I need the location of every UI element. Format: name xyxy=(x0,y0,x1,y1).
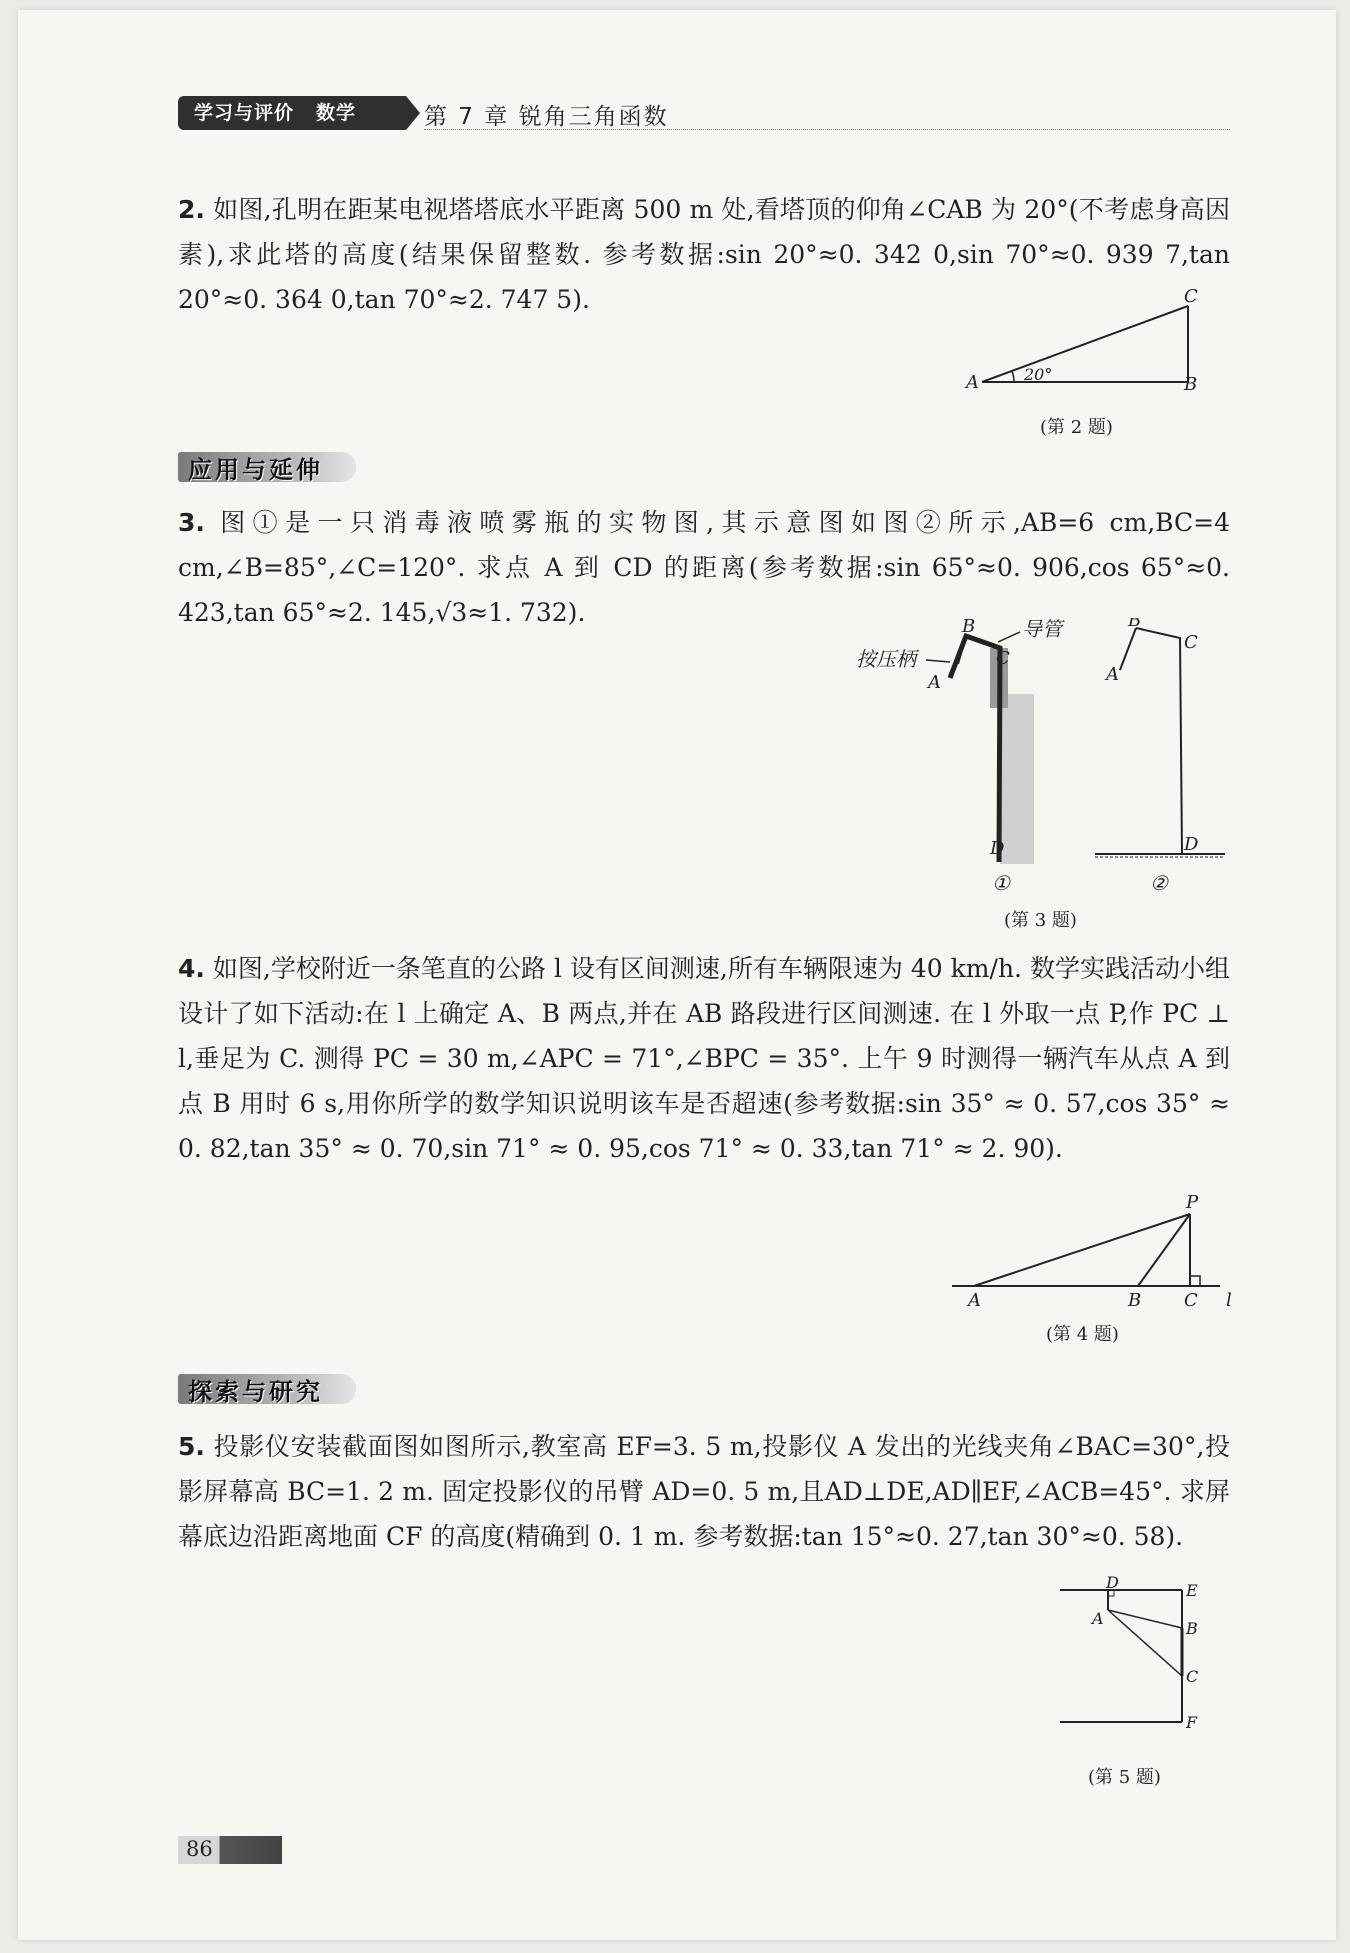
figure-problem-4 xyxy=(950,1190,1240,1314)
schematic-label-D: D xyxy=(1184,834,1199,855)
label-F: F xyxy=(1186,1713,1198,1732)
photo-label-B: B xyxy=(962,618,976,637)
label-B: B xyxy=(1184,374,1198,395)
photo-label-A: A xyxy=(928,672,941,693)
schematic-label-B: B xyxy=(1128,618,1142,631)
figure-caption-5: (第 5 题) xyxy=(1088,1767,1161,1788)
figure-caption-3: (第 3 题) xyxy=(1004,910,1077,931)
page-number-tab xyxy=(178,1836,282,1864)
header-book-badge xyxy=(178,96,406,130)
label-B: B xyxy=(1186,1619,1198,1638)
header-book-title: 学习与评价 xyxy=(194,102,295,124)
page-number: 86 xyxy=(186,1837,213,1861)
label-D: D xyxy=(1106,1576,1119,1592)
label-A: A xyxy=(966,372,979,393)
schematic-label-C: C xyxy=(1184,632,1198,653)
sub-figure-2-label: ② xyxy=(1150,871,1168,895)
section-title: 探索与研究 xyxy=(188,1378,323,1406)
problem-3 xyxy=(178,500,1230,635)
bottle-photo xyxy=(1000,694,1034,864)
photo-label-C: C xyxy=(996,648,1010,669)
angle-label: 20° xyxy=(1024,365,1053,384)
header-arrow-decoration xyxy=(406,96,420,130)
section-heading-apply xyxy=(178,452,356,482)
label-P: P xyxy=(1186,1192,1199,1213)
page-header xyxy=(178,96,1230,130)
problem-number: 2. xyxy=(178,195,205,224)
figure-caption-4: (第 4 题) xyxy=(1046,1324,1119,1345)
section-heading-explore xyxy=(178,1374,356,1404)
header-chapter-title: 第 7 章 锐角三角函数 xyxy=(424,104,669,130)
label-C: C xyxy=(1186,1667,1199,1686)
problem-5 xyxy=(178,1424,1230,1559)
problem-text: 图①是一只消毒液喷雾瓶的实物图,其示意图如图②所示,AB=6 cm,BC=4 cm,∠B=85°,∠C=120°. 求点 A 到 CD 的距离(参考数据:sin 65°≈0. 906,cos 65°≈0. 423,tan 65°≈2. 145,√3≈1. 732). xyxy=(178,508,1230,627)
sub-figure-1-label: ① xyxy=(992,871,1010,895)
photo-label-D: D xyxy=(990,838,1005,859)
problem-4 xyxy=(178,946,1230,1171)
label-C: C xyxy=(1184,286,1198,307)
header-divider xyxy=(424,129,1230,130)
problem-number: 5. xyxy=(178,1432,205,1461)
figure-caption-2: (第 2 题) xyxy=(1040,417,1113,438)
label-A: A xyxy=(968,1290,981,1310)
problem-text: 如图,学校附近一条笔直的公路 l 设有区间测速,所有车辆限速为 40 km/h. 数学实践活动小组设计了如下活动:在 l 上确定 A、B 两点,并在 AB 路段进行区间测速. 在 l 外取一点 P,作 PC ⊥ l,垂足为 C. 测得 PC = 30 m,∠APC = 71°,∠BPC = 35°. 上午 9 时测得一辆汽车从点 A 到点 B 用时 6 s,用你所学的数学知识说明该车是否超速(参考数据:sin 35° ≈ 0. 57,cos 35° ≈ 0. 82,tan 35° ≈ 0. 70,sin 71° ≈ 0. 95,cos 71° ≈ 0. 33,tan 71° ≈ 2. 90). xyxy=(178,954,1230,1163)
problem-number: 3. xyxy=(178,508,205,537)
problem-text: 如图,孔明在距某电视塔塔底水平距离 500 m 处,看塔顶的仰角∠CAB 为 20°(不考虑身高因素),求此塔的高度(结果保留整数. 参考数据:sin 20°≈0. 342 0,sin 70°≈0. 939 7,tan 20°≈0. 364 0,tan 70°≈2. 747 5). xyxy=(178,195,1230,314)
problem-text: 投影仪安装截面图如图所示,教室高 EF=3. 5 m,投影仪 A 发出的光线夹角∠BAC=30°,投影屏幕高 BC=1. 2 m. 固定投影仪的吊臂 AD=0. 5 m,且AD⊥DE,AD∥EF,∠ACB=45°. 求屏幕底边沿距离地面 CF 的高度(精确到 0. 1 m. 参考数据:tan 15°≈0. 27,tan 30°≈0. 58). xyxy=(178,1432,1230,1551)
problem-number: 4. xyxy=(178,954,205,983)
callout-handle: 按压柄 xyxy=(856,647,916,671)
label-C: C xyxy=(1184,1290,1198,1310)
header-subject: 数学 xyxy=(316,102,357,124)
schematic-label-A: A xyxy=(1106,664,1119,685)
callout-pipe: 导管 xyxy=(1022,618,1062,641)
label-B: B xyxy=(1128,1290,1142,1310)
figure-problem-3 xyxy=(850,618,1230,902)
figure-problem-2 xyxy=(960,286,1200,400)
label-E: E xyxy=(1186,1581,1198,1600)
figure-problem-5 xyxy=(1050,1576,1200,1740)
label-A: A xyxy=(1092,1609,1104,1628)
label-l: l xyxy=(1226,1290,1232,1310)
section-title: 应用与延伸 xyxy=(188,456,323,484)
